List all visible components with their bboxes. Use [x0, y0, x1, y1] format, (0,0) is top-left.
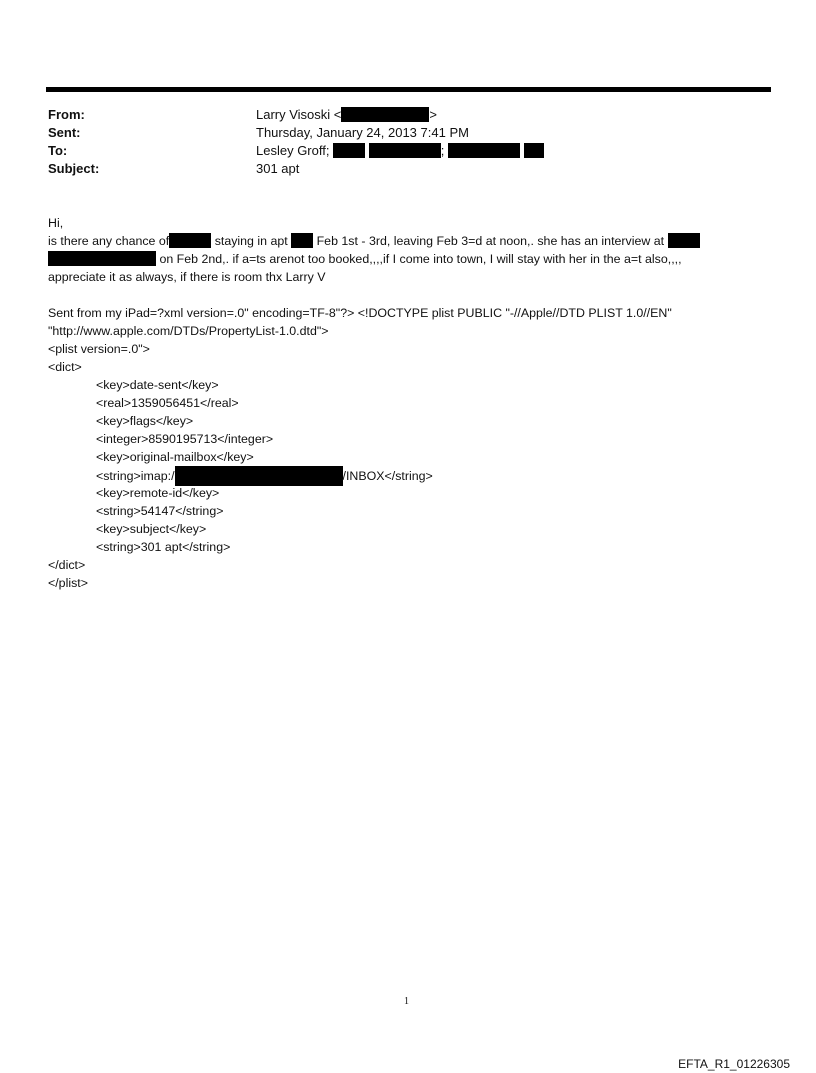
plist-line: <key>date-sent</key>: [96, 378, 219, 392]
dict-open: <dict>: [48, 360, 82, 374]
body-line-2: on Feb 2nd,. if a=ts arenot too booked,,,,if I come into town, I will stay with her in the a=t also,,,,: [48, 250, 682, 268]
body-line-1: is there any chance of staying in apt Feb 1st - 3rd, leaving Feb 3=d at noon,. she has an interview at: [48, 232, 700, 250]
plist-line: <string>301 apt</string>: [96, 540, 231, 554]
subject-label: Subject:: [48, 161, 100, 176]
redaction: [169, 233, 211, 248]
redaction: [175, 466, 343, 486]
plist-line: <key>flags</key>: [96, 414, 194, 428]
redaction: [369, 143, 441, 158]
plist-line: <string>imap:/ /INBOX</string>: [96, 466, 433, 486]
redaction: [291, 233, 313, 248]
plist-line: <integer>8590195713</integer>: [96, 432, 274, 446]
plist-line: <key>remote-id</key>: [96, 486, 220, 500]
to-label: To:: [48, 143, 68, 158]
greeting: Hi,: [48, 216, 64, 230]
sent-from-line-2: "http://www.apple.com/DTDs/PropertyList-1.0.dtd">: [48, 324, 329, 338]
dict-close: </dict>: [48, 558, 86, 572]
plist-line: <real>1359056451</real>: [96, 396, 239, 410]
plist-line: <key>subject</key>: [96, 522, 207, 536]
redaction: [48, 251, 156, 266]
plist-line: <key>original-mailbox</key>: [96, 450, 254, 464]
from-value: Larry Visoski < >: [256, 107, 437, 122]
sent-value: Thursday, January 24, 2013 7:41 PM: [256, 125, 469, 140]
redaction: [333, 143, 365, 158]
subject-value: 301 apt: [256, 161, 300, 176]
redaction: [668, 233, 700, 248]
document-id: EFTA_R1_01226305: [678, 1057, 790, 1071]
page-number: 1: [404, 996, 409, 1007]
redaction: [341, 107, 429, 122]
to-value: Lesley Groff; ;: [256, 142, 544, 160]
plist-line: <string>54147</string>: [96, 504, 224, 518]
from-label: From:: [48, 107, 85, 122]
plist-close: </plist>: [48, 576, 88, 590]
header-rule: [46, 87, 771, 92]
redaction: [448, 143, 520, 158]
sent-label: Sent:: [48, 125, 81, 140]
plist-open: <plist version=.0">: [48, 342, 150, 356]
sent-from-line-1: Sent from my iPad=?xml version=.0" encoding=TF-8"?> <!DOCTYPE plist PUBLIC "-//Apple//DTD PLIST 1.0//EN": [48, 306, 672, 320]
body-line-3: appreciate it as always, if there is room thx Larry V: [48, 270, 326, 284]
redaction: [524, 143, 544, 158]
